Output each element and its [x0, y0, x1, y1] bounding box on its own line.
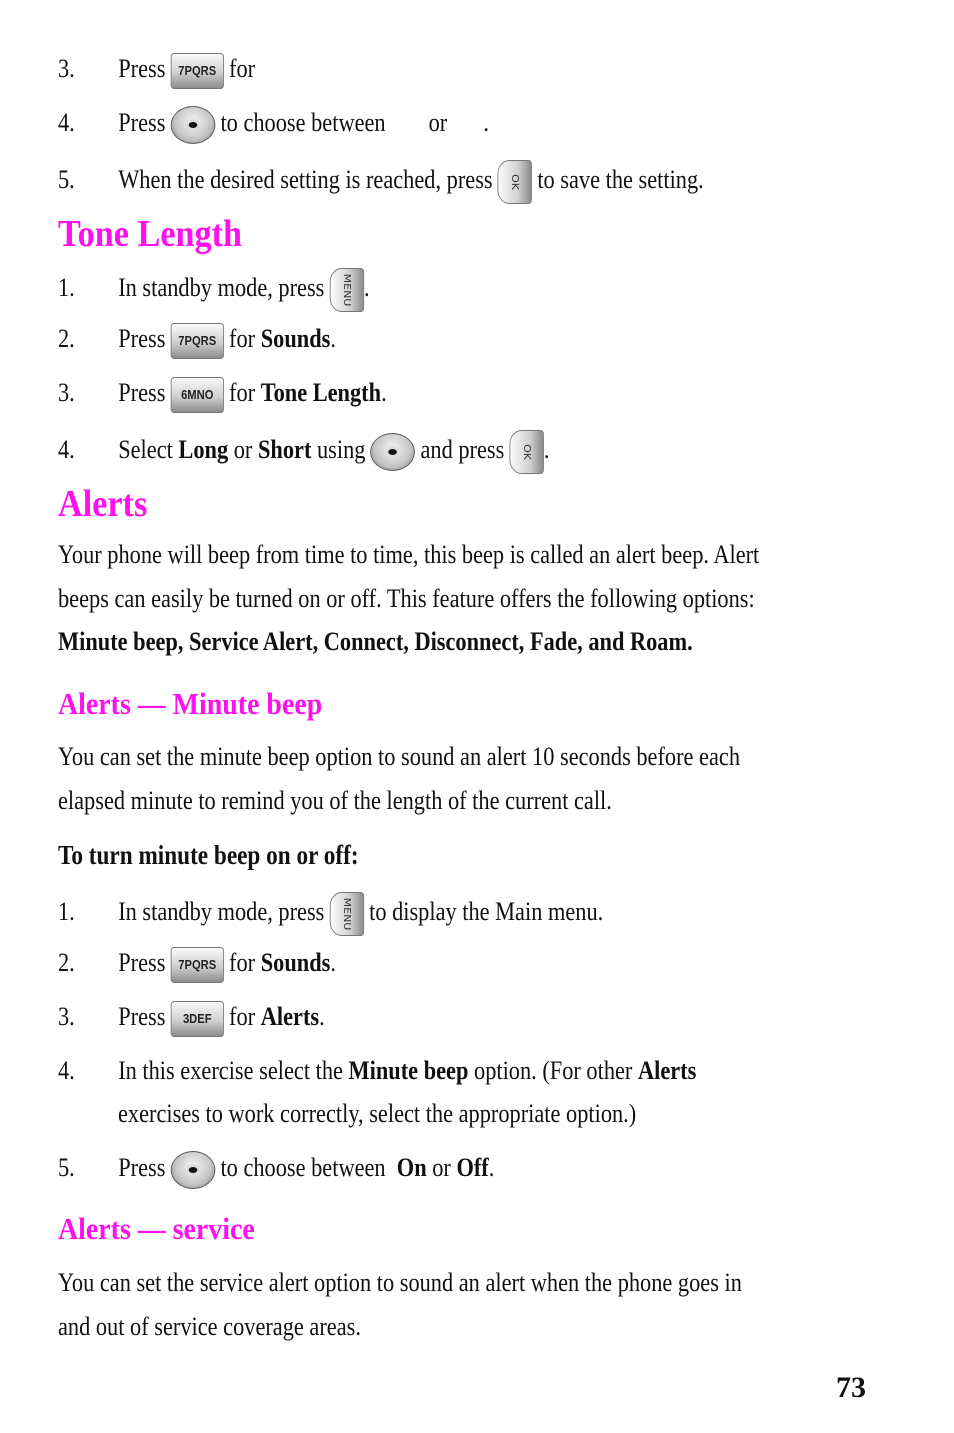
minute-beep-paragraph-line: You can set the minute beep option to sound an alert 10 seconds before each: [58, 742, 741, 771]
step-text: or: [228, 434, 258, 464]
option-name: Sounds: [260, 948, 331, 977]
step-text: .: [330, 324, 336, 353]
option-name: Tone Length: [260, 378, 382, 407]
minute-step-3: [58, 1000, 325, 1037]
ok-key-icon: OK: [498, 160, 532, 204]
option-name: Long: [178, 434, 229, 464]
step-number: 2.: [58, 324, 75, 353]
step-4-nav-choose: [58, 106, 489, 144]
key-7-icon: 7PQRS: [171, 947, 224, 983]
step-text: for: [229, 324, 256, 353]
tone-step-4: [58, 430, 549, 474]
key-6-icon: 6MNO: [171, 377, 224, 413]
step-text: Press: [118, 54, 166, 83]
key-3-icon: 3DEF: [171, 1001, 224, 1037]
step-number: 1.: [58, 272, 75, 302]
menu-key-icon: MENU: [330, 892, 364, 936]
tone-length-heading: Tone Length: [58, 213, 243, 255]
step-text: to choose between: [220, 108, 386, 137]
step-text: .: [488, 1153, 495, 1182]
service-heading: Alerts — service: [58, 1211, 255, 1246]
page-number: 73: [836, 1371, 866, 1404]
step-number: 4.: [58, 108, 75, 137]
service-paragraph-line: You can set the service alert option to sound an alert when the phone goes in: [58, 1268, 742, 1297]
step-5-save: [58, 160, 704, 204]
step-text: Select: [118, 434, 179, 464]
step-text: to save the setting.: [537, 164, 704, 194]
step-number: 3.: [58, 378, 75, 407]
minute-step-5: [58, 1151, 494, 1189]
alerts-paragraph-line: Your phone will beep from time to time, this beep is called an alert beep. Alert: [58, 540, 760, 569]
step-text: or: [428, 108, 448, 137]
step-number: 4.: [58, 434, 75, 464]
step-number: 4.: [58, 1056, 75, 1085]
step-text: using: [311, 434, 366, 464]
minute-beep-paragraph-line: elapsed minute to remind you of the length of the current call.: [58, 786, 612, 815]
service-paragraph-line: and out of service coverage areas.: [58, 1312, 361, 1341]
step-number: 2.: [58, 948, 75, 977]
key-7-icon: 7PQRS: [171, 53, 224, 89]
step-text: Press: [118, 948, 166, 977]
step-text: for: [229, 948, 256, 977]
step-text: In this exercise select the: [118, 1056, 349, 1085]
step-number: 3.: [58, 54, 75, 83]
step-text: .: [483, 108, 489, 137]
step-3-press-7: [58, 52, 255, 89]
step-text: to choose between: [220, 1153, 392, 1182]
menu-key-icon: MENU: [330, 268, 364, 312]
step-text: Press: [118, 1153, 166, 1182]
step-text: Press: [118, 1002, 166, 1031]
option-name: Off: [456, 1153, 489, 1182]
navigation-key-icon: [171, 106, 216, 144]
minute-step-4-continued: exercises to work correctly, select the appropriate option.): [118, 1099, 637, 1128]
step-text: or: [426, 1153, 457, 1182]
step-number: 5.: [58, 164, 75, 194]
option-name: Minute beep: [348, 1056, 469, 1085]
option-name: Short: [257, 434, 312, 464]
alerts-heading: Alerts: [58, 483, 148, 525]
minute-step-4: [58, 1054, 696, 1088]
tone-step-1: [58, 268, 370, 312]
key-7-icon: 7PQRS: [171, 323, 224, 359]
option-name: Alerts: [637, 1056, 697, 1085]
navigation-key-icon: [171, 1151, 216, 1189]
alerts-options-line: Minute beep, Service Alert, Connect, Disconnect, Fade, and Roam.: [58, 627, 693, 656]
step-text: and press: [420, 434, 505, 464]
step-number: 5.: [58, 1153, 75, 1182]
step-text: .: [543, 434, 550, 464]
navigation-key-icon: [371, 433, 416, 471]
option-name: On: [396, 1153, 427, 1182]
step-text: Press: [118, 324, 166, 353]
step-number: 1.: [58, 896, 75, 926]
minute-beep-subheading: To turn minute beep on or off:: [58, 840, 359, 870]
ok-key-icon: OK: [509, 430, 543, 474]
minute-step-2: [58, 946, 336, 983]
step-text: .: [330, 948, 336, 977]
step-text: Press: [118, 378, 166, 407]
step-text: for: [229, 54, 256, 83]
step-text: In standby mode, press: [118, 272, 325, 302]
minute-beep-heading: Alerts — Minute beep: [58, 686, 323, 721]
step-text: for: [229, 1002, 256, 1031]
step-number: 3.: [58, 1002, 75, 1031]
step-text: for: [229, 378, 256, 407]
step-text: When the desired setting is reached, press: [118, 164, 493, 194]
step-text: .: [381, 378, 387, 407]
minute-step-1: [58, 892, 603, 936]
step-text: to display the Main menu.: [369, 896, 604, 926]
step-text: .: [319, 1002, 325, 1031]
option-name: Sounds: [260, 324, 331, 353]
step-text: Press: [118, 108, 166, 137]
tone-step-3: [58, 376, 387, 413]
step-text: option. (For other: [468, 1056, 638, 1085]
step-text: In standby mode, press: [118, 896, 325, 926]
tone-step-2: [58, 322, 336, 359]
option-name: Alerts: [260, 1002, 320, 1031]
step-text: .: [363, 272, 370, 302]
alerts-paragraph-line: beeps can easily be turned on or off. This feature offers the following options:: [58, 584, 755, 613]
